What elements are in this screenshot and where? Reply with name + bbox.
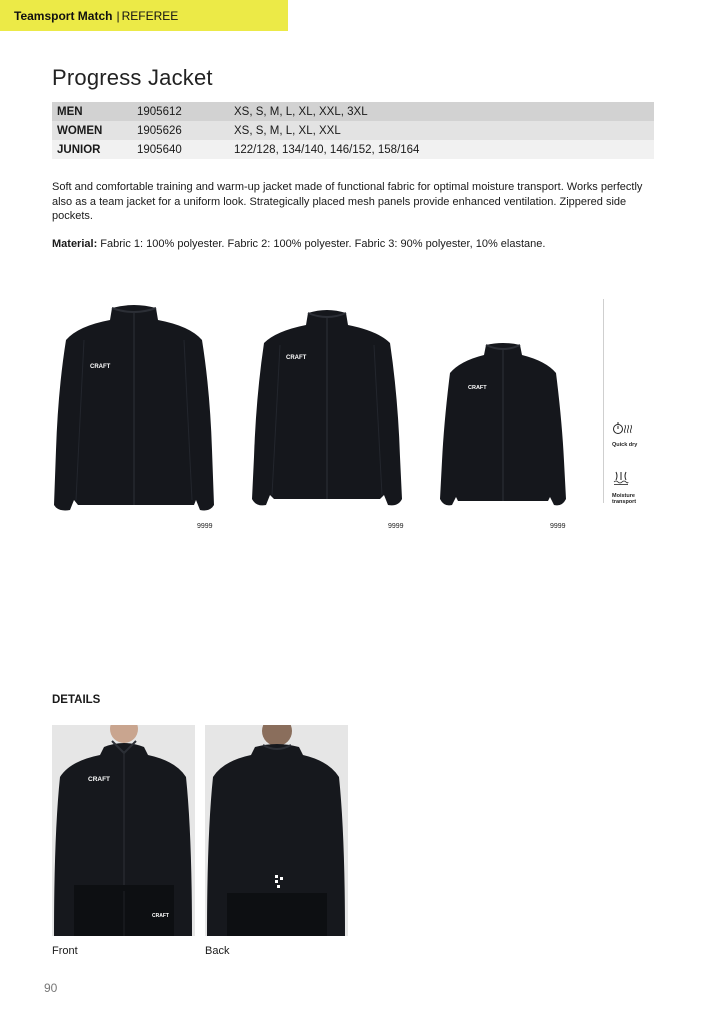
- caption-back: Back: [205, 945, 230, 957]
- feature-moisture-transport: [612, 470, 652, 505]
- size-row-men: [52, 102, 654, 121]
- size-range: XS, S, M, L, XL, XXL, 3XL: [234, 105, 368, 118]
- material-line: [52, 238, 656, 250]
- back-photo-illustration: [205, 725, 348, 936]
- moisture-transport-icon: [612, 470, 630, 486]
- feature-label-line2: transport: [612, 499, 637, 505]
- feature-label: [612, 493, 652, 505]
- feature-label: Quick dry: [612, 442, 638, 448]
- size-row-women: [52, 121, 654, 140]
- jacket-men-illustration: [50, 300, 218, 515]
- article-number: 1905612: [137, 105, 182, 118]
- header-subcategory: REFEREE: [121, 8, 179, 23]
- header-tab: [0, 0, 288, 31]
- header-separator: |: [116, 8, 120, 23]
- details-heading: DETAILS: [52, 694, 101, 706]
- color-code: 9999: [197, 523, 213, 530]
- jacket-logo: CRAFT: [468, 385, 487, 391]
- jacket-logo: CRAFT: [286, 355, 307, 361]
- jacket-logo: CRAFT: [90, 364, 111, 370]
- page-number: 90: [44, 981, 58, 995]
- caption-front: Front: [52, 945, 78, 957]
- product-image-junior[interactable]: [436, 341, 570, 509]
- article-number: 1905626: [137, 124, 182, 137]
- material-text: Fabric 1: 100% polyester. Fabric 2: 100% polyester. Fabric 3: 90% polyester, 10% elastane.: [97, 238, 546, 250]
- header-category: Teamsport Match: [14, 8, 113, 23]
- quick-dry-icon: [612, 421, 636, 435]
- feature-quick-dry: [612, 421, 652, 448]
- jacket-logo: CRAFT: [88, 776, 111, 783]
- detail-photo-front[interactable]: [52, 725, 195, 936]
- front-photo-illustration: [52, 725, 195, 936]
- jacket-women-illustration: [246, 307, 408, 509]
- pants-logo: CRAFT: [152, 913, 169, 919]
- color-code: 9999: [550, 523, 566, 530]
- divider-line: [603, 299, 604, 503]
- jacket-junior-illustration: [436, 341, 570, 509]
- size-label: WOMEN: [57, 124, 103, 137]
- size-range: 122/128, 134/140, 146/152, 158/164: [234, 143, 420, 156]
- detail-photo-back[interactable]: [205, 725, 348, 936]
- sizes-table: [52, 102, 654, 159]
- color-code: 9999: [388, 523, 404, 530]
- size-range: XS, S, M, L, XL, XXL: [234, 124, 341, 137]
- product-image-women[interactable]: [246, 307, 408, 509]
- product-description: Soft and comfortable training and warm-up jacket made of functional fabric for optimal moisture transport. Works perfectly also as a team jacket for a uniform look. Strategically placed mesh panels provide enhanced ventilation. Zippered side pockets.: [52, 181, 643, 222]
- material-label: Material:: [52, 238, 98, 250]
- size-row-junior: [52, 140, 654, 159]
- product-image-men[interactable]: [50, 300, 218, 515]
- size-label: JUNIOR: [57, 143, 101, 156]
- feature-label-line1: Moisture: [612, 493, 635, 499]
- product-title: Progress Jacket: [52, 65, 213, 90]
- size-label: MEN: [57, 105, 83, 118]
- article-number: 1905640: [137, 143, 182, 156]
